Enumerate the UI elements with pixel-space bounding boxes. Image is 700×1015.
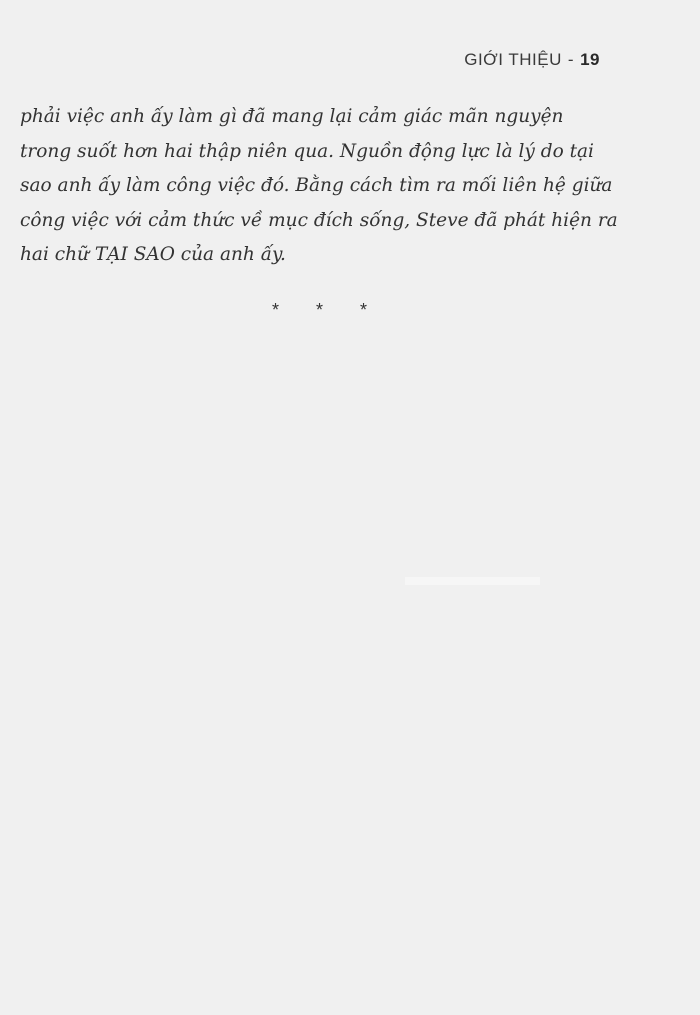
header-separator: -	[567, 50, 575, 69]
body-line: trong suốt hơn hai thập niên qua. Nguồn động lực là lý do tại	[20, 140, 594, 162]
running-header	[464, 50, 600, 70]
body-line: sao anh ấy làm công việc đó. Bằng cách tìm ra mối liên hệ giữa	[20, 175, 613, 196]
body-line: phải việc anh ấy làm gì đã mang lại cảm giác mãn nguyện	[20, 106, 564, 127]
section-title: GIỚI THIỆU	[464, 50, 562, 69]
body-paragraph	[20, 100, 618, 273]
body-line: hai chữ TẠI SAO của anh ấy.	[20, 244, 286, 265]
page-number: 19	[580, 50, 600, 69]
section-break: * * *	[272, 300, 384, 320]
show-through-artifact	[405, 577, 540, 585]
body-line: công việc với cảm thức về mục đích sống, Steve đã phát hiện ra	[20, 209, 618, 231]
